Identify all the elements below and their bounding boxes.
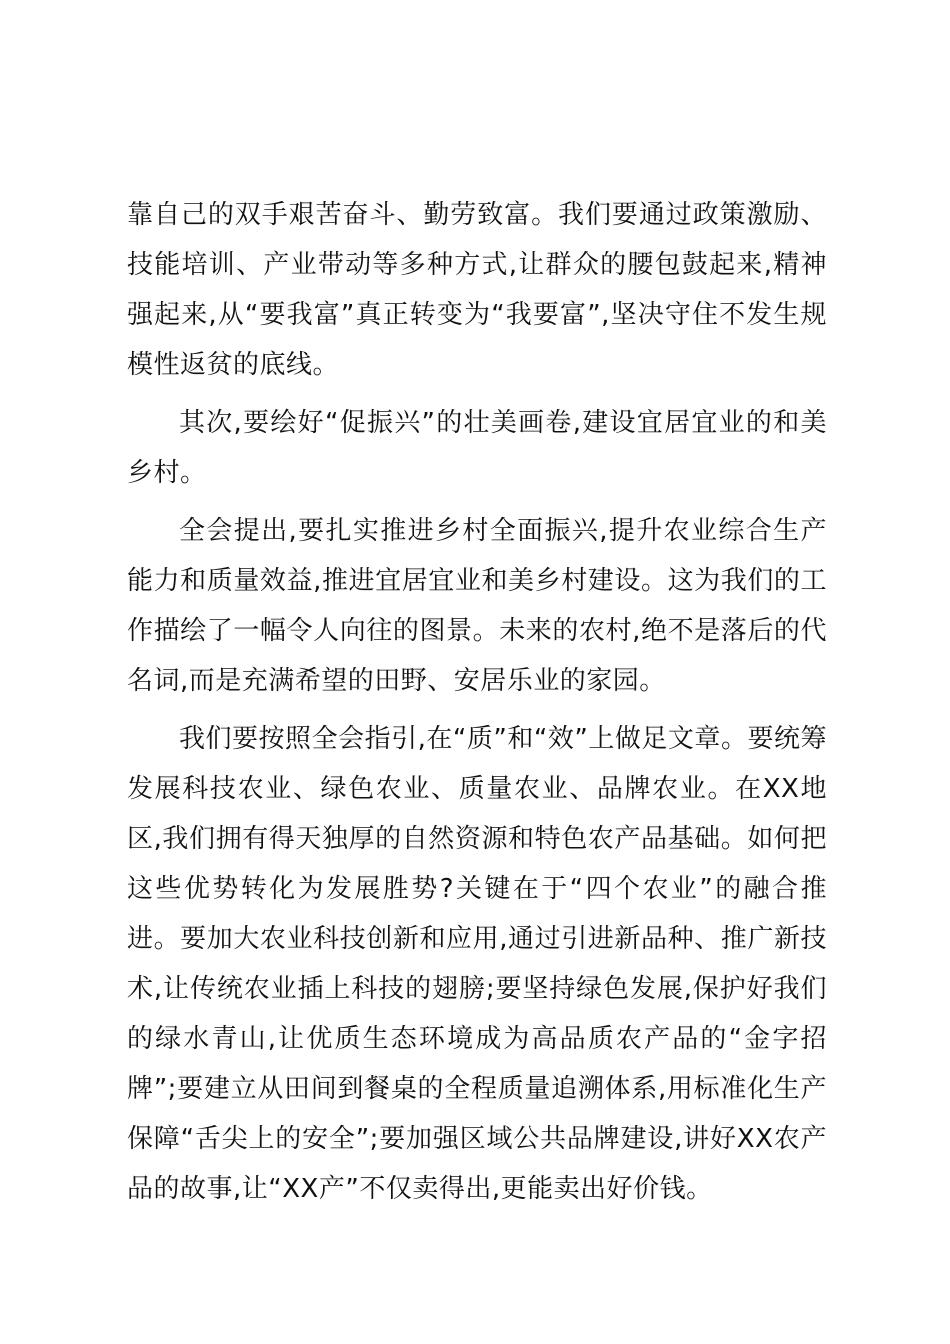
document-body	[127, 190, 827, 1222]
paragraph-3: 全会提出,要扎实推进乡村全面振兴,提升农业综合生产能力和质量效益,推进宜居宜业和美乡村建设。这为我们的工作描绘了一幅令人向往的图景。未来的农村,绝不是落后的代名词,而是充满希望的田野、安居乐业的家园。	[127, 516, 827, 696]
paragraph-2: 其次,要绘好“促振兴”的壮美画卷,建设宜居宜业的和美乡村。	[127, 408, 827, 488]
paragraph-4: 我们要按照全会指引,在“质”和“效”上做足文章。要统筹发展科技农业、绿色农业、质量农业、品牌农业。在XX地区,我们拥有得天独厚的自然资源和特色农产品基础。如何把这些优势转化为发展胜势?关键在于“四个农业”的融合推进。要加大农业科技创新和应用,通过引进新品种、推广新技术,让传统农业插上科技的翅膀;要坚持绿色发展,保护好我们的绿水青山,让优质生态环境成为高品质农产品的“金字招牌”;要建立从田间到餐桌的全程质量追溯体系,用标准化生产保障“舌尖上的安全”;要加强区域公共品牌建设,讲好XX农产品的故事,让“XX产”不仅卖得出,更能卖出好价钱。	[127, 724, 827, 1204]
paragraph-1: 靠自己的双手艰苦奋斗、勤劳致富。我们要通过政策激励、技能培训、产业带动等多种方式,让群众的腰包鼓起来,精神强起来,从“要我富”真正转变为“我要富”,坚决守住不发生规模性返贫的底线。	[127, 200, 827, 380]
